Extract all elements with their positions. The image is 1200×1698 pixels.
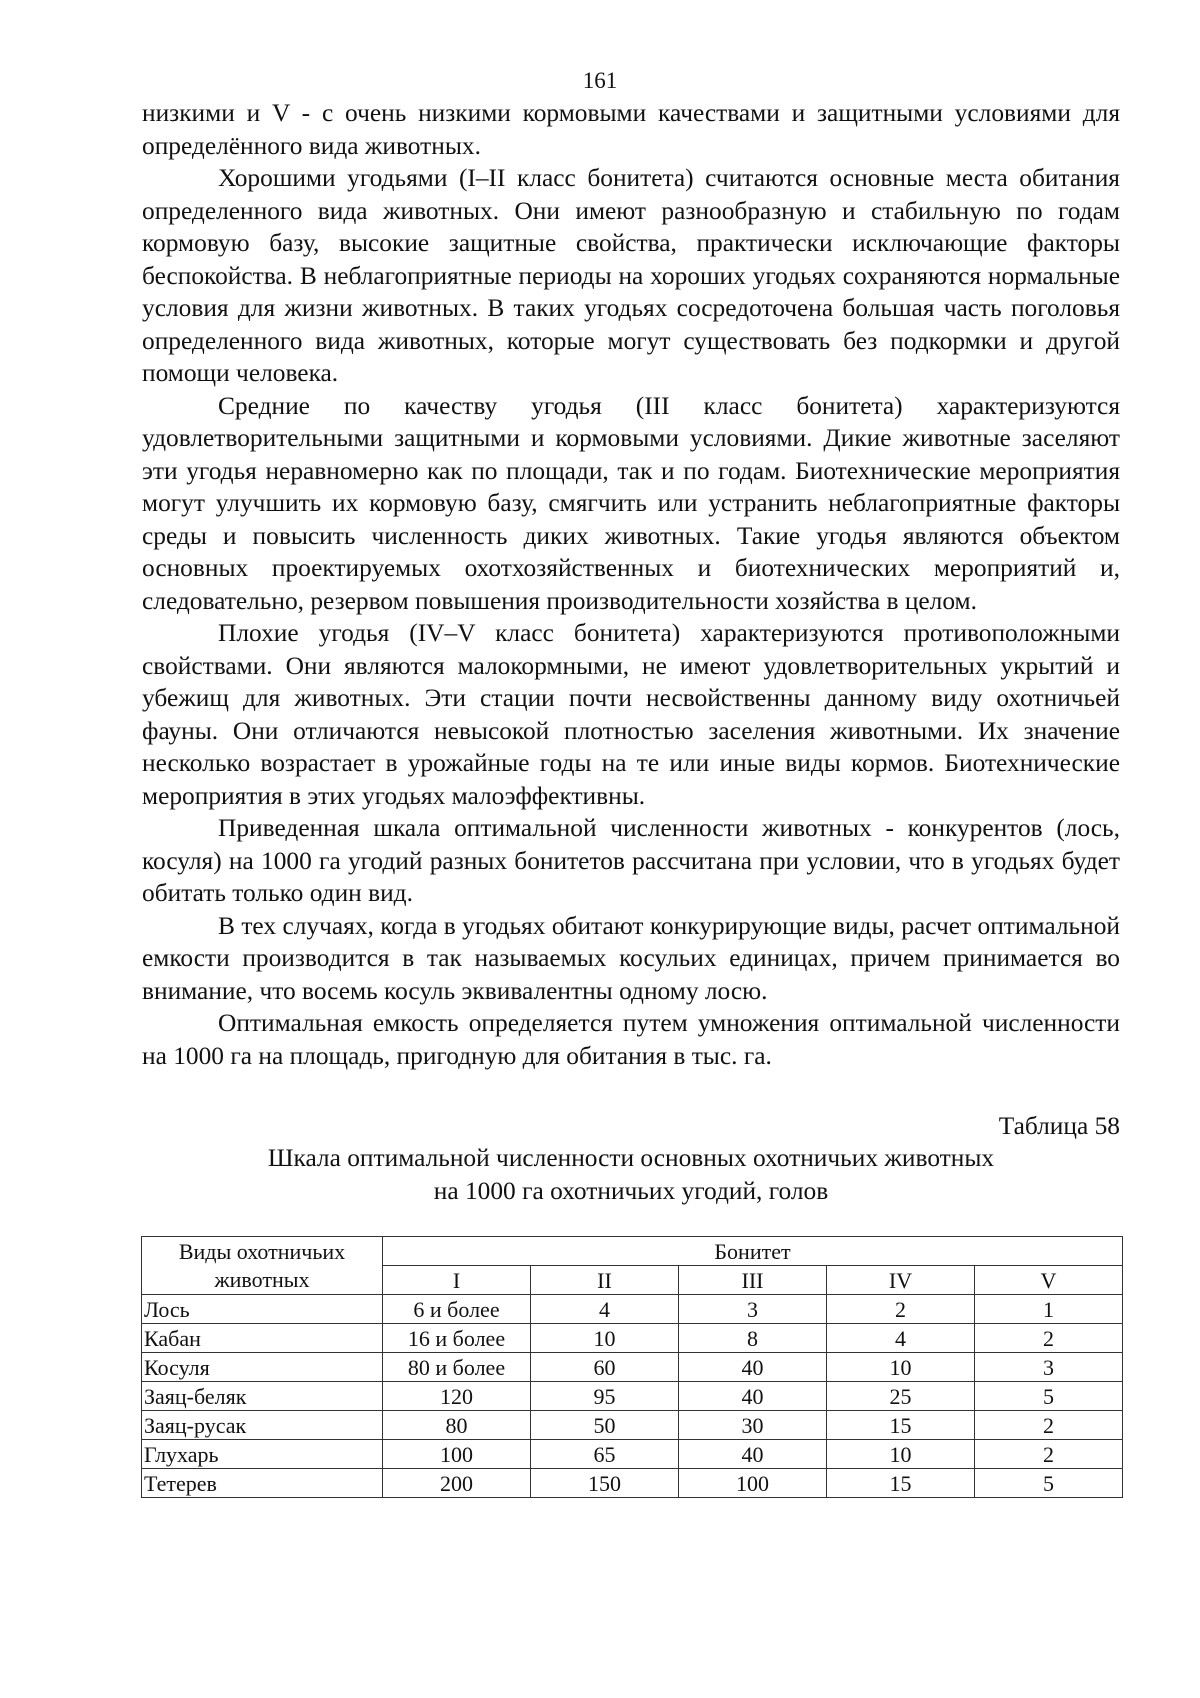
value-cell: 1 xyxy=(975,1295,1123,1324)
table-title-line: на 1000 га охотничьих угодий, голов xyxy=(433,1177,829,1205)
species-cell: Заяц-русак xyxy=(142,1411,383,1440)
paragraph: низкими и V - с очень низкими кормовыми качествами и защитными условиями для определённого вида животных. xyxy=(142,99,1120,160)
page-number: 161 xyxy=(582,68,618,93)
value-cell: 65 xyxy=(531,1440,679,1469)
value-cell: 2 xyxy=(975,1440,1123,1469)
table-row xyxy=(142,1440,1123,1469)
species-cell: Косуля xyxy=(142,1353,383,1382)
value-cell: 5 xyxy=(975,1382,1123,1411)
value-cell: 40 xyxy=(679,1382,827,1411)
value-cell: 5 xyxy=(975,1469,1123,1498)
header-class: III xyxy=(679,1266,827,1295)
header-bonitet: Бонитет xyxy=(383,1237,1123,1266)
table-row xyxy=(142,1324,1123,1353)
value-cell: 60 xyxy=(531,1353,679,1382)
table-row xyxy=(142,1295,1123,1324)
value-cell: 10 xyxy=(827,1440,975,1469)
header-class: IV xyxy=(827,1266,975,1295)
species-cell: Глухарь xyxy=(142,1440,383,1469)
value-cell: 40 xyxy=(679,1353,827,1382)
paragraph: Оптимальная емкость определяется путем умножения оптимальной численности на 1000 га на площадь, пригодную для обитания в тыс. га. xyxy=(142,1009,1120,1070)
value-cell: 10 xyxy=(531,1324,679,1353)
header-species: Виды охотничьих животных xyxy=(142,1237,383,1295)
value-cell: 100 xyxy=(679,1469,827,1498)
bonitet-table xyxy=(141,1236,1123,1498)
value-cell: 100 xyxy=(383,1440,531,1469)
table-title xyxy=(142,1142,1120,1208)
table-row xyxy=(142,1469,1123,1498)
value-cell: 150 xyxy=(531,1469,679,1498)
value-cell: 200 xyxy=(383,1469,531,1498)
species-cell: Заяц-беляк xyxy=(142,1382,383,1411)
value-cell: 4 xyxy=(531,1295,679,1324)
paragraph: В тех случаях, когда в угодьях обитают конкурирующие виды, расчет оптимальной емкости производится в так называемых косульих единицах, причем принимается во внимание, что восемь косуль эквивалентны одному лосю. xyxy=(142,911,1120,1005)
value-cell: 15 xyxy=(827,1411,975,1440)
table-row xyxy=(142,1353,1123,1382)
body-text xyxy=(142,97,1120,1072)
species-cell: Лось xyxy=(142,1295,383,1324)
value-cell: 80 xyxy=(383,1411,531,1440)
table-row xyxy=(142,1382,1123,1411)
value-cell: 3 xyxy=(679,1295,827,1324)
value-cell: 50 xyxy=(531,1411,679,1440)
value-cell: 2 xyxy=(827,1295,975,1324)
species-cell: Тетерев xyxy=(142,1469,383,1498)
value-cell: 3 xyxy=(975,1353,1123,1382)
value-cell: 16 и более xyxy=(383,1324,531,1353)
header-class: I xyxy=(383,1266,531,1295)
value-cell: 30 xyxy=(679,1411,827,1440)
header-class: V xyxy=(975,1266,1123,1295)
table-header-row xyxy=(142,1237,1123,1266)
paragraph: Средние по качеству угодья (III класс бонитета) характеризуются удовлетворительными защитными и кормовыми условиями. Дикие животные заселяют эти угодья неравномерно как по площади, так и по годам. Биотехнические мероприятия могут улучшить их кормовую базу, смягчить или устранить неблагоприятные факторы среды и повысить численность диких животных. Такие угодья являются объектом основных проектируемых охотхозяйственных и биотехнических мероприятий и, следовательно, резервом повышения производительности хозяйства в целом. xyxy=(142,391,1120,615)
value-cell: 10 xyxy=(827,1353,975,1382)
value-cell: 4 xyxy=(827,1324,975,1353)
table-title-line: Шкала оптимальной численности основных охотничьих животных xyxy=(267,1144,995,1172)
value-cell: 8 xyxy=(679,1324,827,1353)
value-cell: 2 xyxy=(975,1324,1123,1353)
value-cell: 6 и более xyxy=(383,1295,531,1324)
value-cell: 40 xyxy=(679,1440,827,1469)
table-row xyxy=(142,1411,1123,1440)
paragraph: Хорошими угодьями (I–II класс бонитета) считаются основные места обитания определенного вида животных. Они имеют разнообразную и стабильную по годам кормовую базу, высокие защитные свойства, практически исключающие факторы беспокойства. В неблагоприятные периоды на хороших угодьях сохраняются нормальные условия для жизни животных. В таких угодьях сосредоточена большая часть поголовья определенного вида животных, которые могут существовать без подкормки и другой помощи человека. xyxy=(142,164,1120,387)
value-cell: 120 xyxy=(383,1382,531,1411)
value-cell: 25 xyxy=(827,1382,975,1411)
header-class: II xyxy=(531,1266,679,1295)
value-cell: 95 xyxy=(531,1382,679,1411)
value-cell: 2 xyxy=(975,1411,1123,1440)
paragraph: Приведенная шкала оптимальной численности животных - конкурентов (лось, косуля) на 1000 га угодий разных бонитетов рассчитана при условии, что в угодьях будет обитать только один вид. xyxy=(142,814,1120,907)
table-label: Таблица 58 xyxy=(998,1112,1120,1140)
value-cell: 15 xyxy=(827,1469,975,1498)
species-cell: Кабан xyxy=(142,1324,383,1353)
value-cell: 80 и более xyxy=(383,1353,531,1382)
paragraph: Плохие угодья (IV–V класс бонитета) характеризуются противоположными свойствами. Они являются малокормными, не имеют удовлетворительных укрытий и убежищ для животных. Эти стации почти несвойственны данному виду охотничьей фауны. Они отличаются невысокой плотностью заселения животными. Их значение несколько возрастает в урожайные годы на те или иные виды кормов. Биотехнические мероприятия в этих угодьях малоэффективны. xyxy=(142,619,1120,810)
